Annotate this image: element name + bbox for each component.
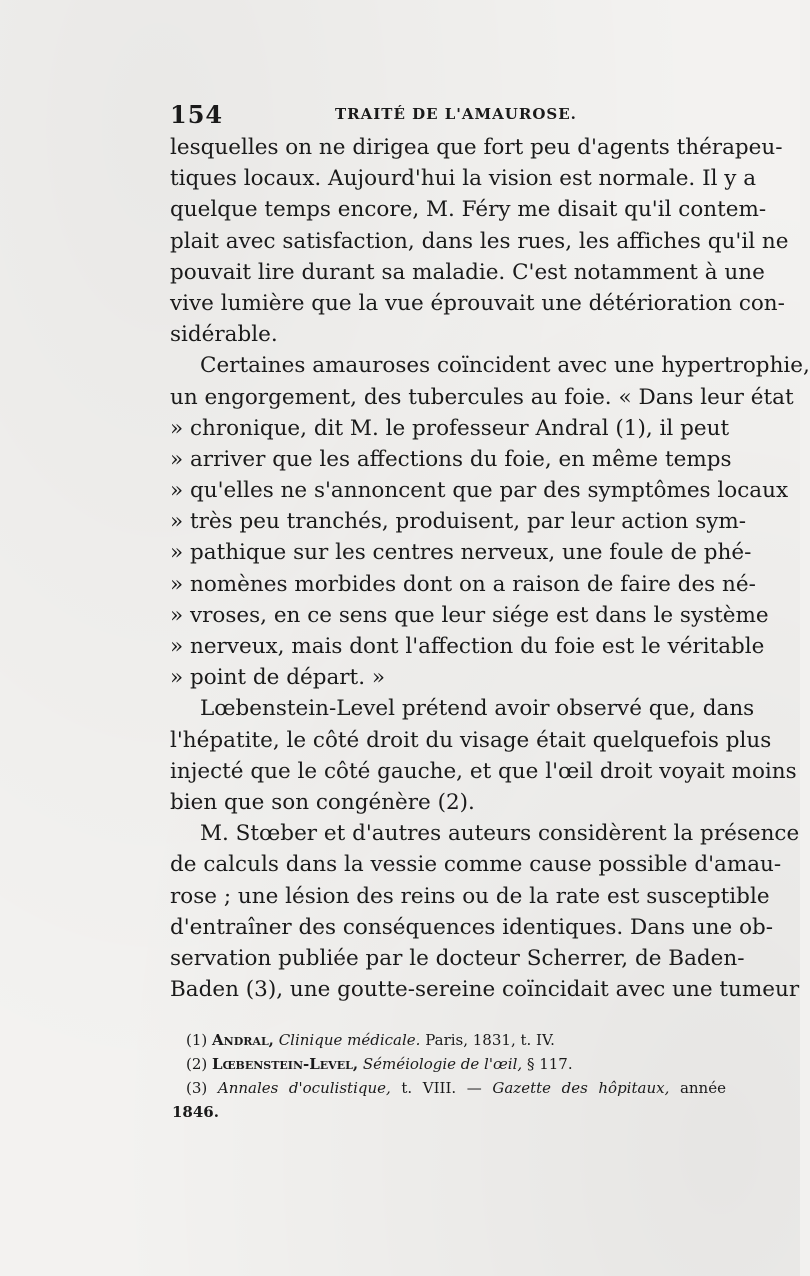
footnote-3-continued [172,1100,726,1124]
text-line: Lœbenstein-Level prétend avoir observé que, dans [200,696,755,722]
page-header [170,100,726,130]
text-line: Certaines amauroses coïncident avec une hypertrophie, [200,353,810,379]
text-line: plait avec satisfaction, dans les rues, les affiches qu'il ne [170,228,789,254]
footnote-year: 1846. [172,1103,219,1121]
footnote-2 [172,1052,726,1076]
footnote-details: § 117. [526,1055,573,1073]
footnote-title: Séméiologie de l'œil, [362,1055,523,1073]
footnote-number: (3) [186,1079,208,1097]
footnote-title: Clinique médicale. [278,1031,421,1049]
text-line: rose ; une lésion des reins ou de la rate est susceptible [170,883,770,909]
text-line: » nerveux, mais dont l'affection du foie est le véritable [170,634,765,659]
text-line: lesquelles on ne dirigea que fort peu d'agents thérapeu- [170,135,783,160]
footnote-title: Annales d'oculistique, [217,1079,391,1097]
text-line: d'entraîner des conséquences identiques. Dans une ob- [170,914,774,940]
text-line: » chronique, dit M. le professeur Andral (1), il peut [170,415,730,441]
running-head: TRAITÉ DE L'AMAUROSE. [335,105,577,123]
body-text [170,132,810,1005]
text-line: bien que son congénère (2). [170,789,475,815]
text-line: Baden (3), une goutte-sereine coïncidait avec une tumeur [170,977,800,1003]
text-line: » très peu tranchés, produisent, par leur action sym- [170,509,747,535]
footnote-author: Andral, [212,1031,274,1049]
text-line: l'hépatite, le côté droit du visage était quelquefois plus [170,727,772,753]
footnote-number: (1) [186,1031,208,1049]
footnote-title-2: Gazette des hôpitaux, [492,1079,670,1097]
text-line: quelque temps encore, M. Féry me disait qu'il contem- [170,197,767,223]
text-line: » vroses, en ce sens que leur siége est dans le système [170,602,769,628]
text-line: » point de départ. » [170,665,386,691]
footnote-details: année [679,1079,726,1097]
footnote-number: (2) [186,1055,208,1073]
footnotes [172,1028,726,1124]
page-number: 154 [170,100,224,129]
text-line: » arriver que les affections du foie, en même temps [170,446,732,472]
footnote-details: Paris, 1831, t. IV. [425,1031,555,1049]
text-line: de calculs dans la vessie comme cause possible d'amau- [170,852,782,878]
text-line: pouvait lire durant sa maladie. C'est notamment à une [170,259,765,285]
text-line: sidérable. [170,322,278,348]
text-line: servation publiée par le docteur Scherrer, de Baden- [170,945,745,971]
text-line: » nomènes morbides dont on a raison de faire des né- [170,571,756,597]
text-line: M. Stœber et d'autres auteurs considèrent la présence [200,821,800,847]
text-line: vive lumière que la vue éprouvait une détérioration con- [170,290,785,316]
text-line: » pathique sur les centres nerveux, une foule de phé- [170,540,752,566]
footnote-1 [172,1028,726,1052]
text-line: injecté que le côté gauche, et que l'œil droit voyait moins [170,758,797,784]
footnote-details: t. VIII. — [401,1079,482,1097]
text-line: un engorgement, des tubercules au foie. « Dans leur état [170,384,794,410]
text-line: tiques locaux. Aujourd'hui la vision est normale. Il y a [170,166,757,192]
footnote-author: Lœbenstein-Level, [212,1055,359,1073]
footnote-3 [172,1076,726,1100]
text-line: » qu'elles ne s'annoncent que par des symptômes locaux [170,478,789,504]
